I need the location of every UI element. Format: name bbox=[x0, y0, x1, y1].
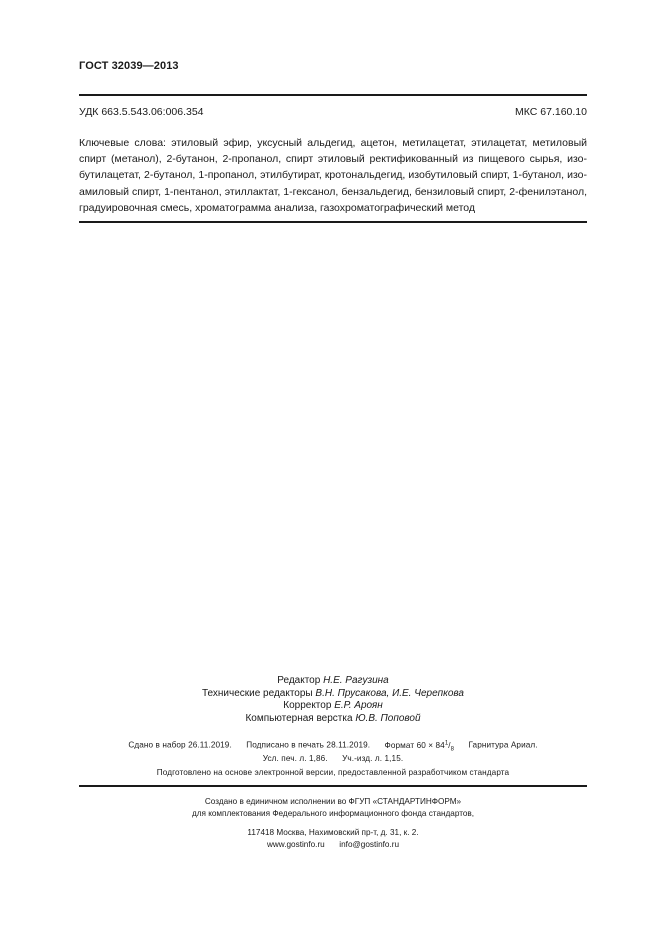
tech-editors-line bbox=[79, 688, 587, 701]
keywords-block bbox=[79, 135, 587, 216]
layout-name: Ю.В. Поповой bbox=[355, 712, 421, 724]
editor-label: Редактор bbox=[277, 675, 321, 686]
keywords-line: Ключевые слова: этиловый эфир, уксусный альдегид, ацетон, метилацетат, этилацетат, метиловый bbox=[79, 137, 587, 149]
prepared-note: Подготовлено на основе электронной версии, предоставленной разработчиком стандарта bbox=[156, 768, 510, 777]
corrector-line bbox=[79, 700, 587, 713]
keywords-line: градуировочная смесь, хроматограмма анализа, газохроматографический метод bbox=[79, 201, 476, 214]
imprint-line-1 bbox=[79, 740, 587, 752]
print-sheets: Усл. печ. л. 1,86. bbox=[262, 754, 328, 763]
publisher-email[interactable]: info@gostinfo.ru bbox=[339, 840, 400, 850]
publisher-address: 117418 Москва, Нахимовский пр-т, д. 31, к. 2. bbox=[247, 827, 419, 837]
typeface: Гарнитура Ариал. bbox=[468, 740, 538, 750]
publisher-line-1: Создано в единичном исполнении во ФГУП «СТАНДАРТИНФОРМ» bbox=[204, 797, 462, 806]
tech-editors-names: В.Н. Прусакова, И.Е. Черепкова bbox=[315, 687, 464, 699]
tech-editors-label: Технические редакторы bbox=[201, 687, 313, 699]
publisher-sheets: Уч.-изд. л. 1,15. bbox=[342, 754, 404, 763]
publisher-contacts bbox=[79, 839, 587, 851]
keywords-rule bbox=[79, 221, 587, 223]
format-denominator: 8 bbox=[450, 746, 455, 753]
keywords-line: бутилацетат, 2-бутанол, 1-пропанол, этилбутират, кротональдегид, изобутиловый спирт, 1-бутанол, изо- bbox=[79, 169, 587, 182]
keywords-line: спирт (метанол), 2-бутанон, 2-пропанол, спирт этиловый ректификованный из пищевого сырья, изо- bbox=[79, 153, 587, 166]
paper-format: Формат $60 \times 84^1/_8$ bbox=[384, 740, 455, 753]
editor-line bbox=[79, 675, 587, 688]
keywords-line: амиловый спирт, 1-пентанол, этиллактат, 1-гексанол, бензальдегид, бензиловый спирт, 2-фенилэтанол, bbox=[79, 185, 587, 198]
format-numerator: 1 bbox=[444, 740, 449, 746]
signed-date: Подписано в печать 28.11.2019. bbox=[246, 740, 371, 750]
imprint-line-2 bbox=[79, 754, 587, 763]
layout-label: Компьютерная верстка bbox=[245, 712, 353, 724]
editor-name: Н.Е. Рагузина bbox=[323, 675, 389, 686]
corrector-name: Е.Р. Ароян bbox=[334, 700, 383, 712]
publisher-website[interactable]: www.gostinfo.ru bbox=[266, 840, 325, 850]
format-prefix: Формат 60 × 84 bbox=[384, 740, 445, 750]
publisher-block bbox=[79, 796, 587, 852]
credits-block bbox=[79, 675, 587, 725]
mks-code: МКС 67.160.10 bbox=[515, 106, 587, 118]
layout-line bbox=[79, 713, 587, 726]
standard-number: ГОСТ 32039—2013 bbox=[79, 60, 179, 72]
corrector-label: Корректор bbox=[283, 700, 332, 712]
publisher-line-2: для комплектования Федерального информационного фонда стандартов, bbox=[191, 809, 475, 819]
udk-code: УДК 663.5.543.06:006.354 bbox=[79, 106, 204, 118]
imprint-rule bbox=[79, 785, 587, 787]
submitted-date: Сдано в набор 26.11.2019. bbox=[128, 740, 232, 750]
header-rule bbox=[79, 94, 587, 96]
